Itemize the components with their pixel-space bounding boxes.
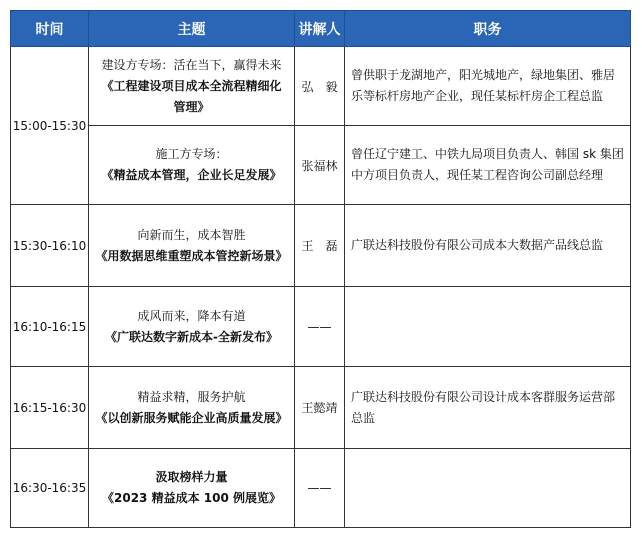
table-row xyxy=(11,287,631,367)
time-cell: 16:30-16:35 xyxy=(11,449,89,528)
agenda-table xyxy=(10,10,631,528)
topic-subtitle: 建设方专场：活在当下，赢得未来 xyxy=(101,57,282,72)
topic-title: 《广联达数字新成本-全新发布》 xyxy=(105,329,278,344)
topic-cell xyxy=(89,449,295,528)
speaker-cell: 张福林 xyxy=(295,126,345,205)
topic-title: 《工程建设项目成本全流程精细化 xyxy=(101,78,282,93)
speaker-cell: 王懿靖 xyxy=(295,367,345,449)
role-cell xyxy=(345,449,631,528)
topic-cell xyxy=(89,367,295,449)
speaker-cell: 王 磊 xyxy=(295,205,345,287)
topic-cell xyxy=(89,205,295,287)
role-cell xyxy=(345,287,631,367)
header-role: 职务 xyxy=(345,11,631,47)
speaker-cell: 弘 毅 xyxy=(295,47,345,126)
header-topic: 主题 xyxy=(89,11,295,47)
topic-subtitle: 施工方专场： xyxy=(155,147,228,161)
topic-title: 《用数据思维重塑成本管控新场景》 xyxy=(95,248,288,263)
table-row xyxy=(11,47,631,126)
topic-title: 《2023 精益成本 100 例展览》 xyxy=(102,491,281,505)
topic-subtitle: 汲取榜样力量 xyxy=(155,470,228,484)
topic-cell xyxy=(89,126,295,205)
table-row xyxy=(11,126,631,205)
role-cell: 曾供职于龙湖地产，阳光城地产，绿地集团、雅居乐等标杆房地产企业，现任某标杆房企工程总监 xyxy=(345,47,631,126)
topic-cell xyxy=(89,287,295,367)
header-time: 时间 xyxy=(11,11,89,47)
topic-cell xyxy=(89,47,295,126)
header-speaker: 讲解人 xyxy=(295,11,345,47)
role-cell: 广联达科技股份有限公司成本大数据产品线总监 xyxy=(345,205,631,287)
time-cell: 16:10-16:15 xyxy=(11,287,89,367)
table-row xyxy=(11,449,631,528)
table-header xyxy=(11,11,631,47)
speaker-cell: —— xyxy=(295,449,345,528)
role-cell: 广联达科技股份有限公司设计成本客群服务运营部总监 xyxy=(345,367,631,449)
topic-title: 《以创新服务赋能企业高质量发展》 xyxy=(95,410,288,425)
topic-title-cont: 管理》 xyxy=(173,99,210,114)
role-cell: 曾任辽宁建工、中铁九局项目负责人、韩国 sk 集团中方项目负责人，现任某工程咨询公司副总经理 xyxy=(345,126,631,205)
time-cell: 15:30-16:10 xyxy=(11,205,89,287)
time-cell: 16:15-16:30 xyxy=(11,367,89,449)
table-row xyxy=(11,205,631,287)
speaker-cell: —— xyxy=(295,287,345,367)
time-cell: 15:00-15:30 xyxy=(11,47,89,205)
topic-subtitle: 向新而生，成本智胜 xyxy=(137,227,246,242)
topic-subtitle: 成风而来，降本有道 xyxy=(137,308,246,323)
topic-subtitle: 精益求精，服务护航 xyxy=(137,389,246,404)
table-row xyxy=(11,367,631,449)
topic-title: 《精益成本管理，企业长足发展》 xyxy=(101,168,282,182)
